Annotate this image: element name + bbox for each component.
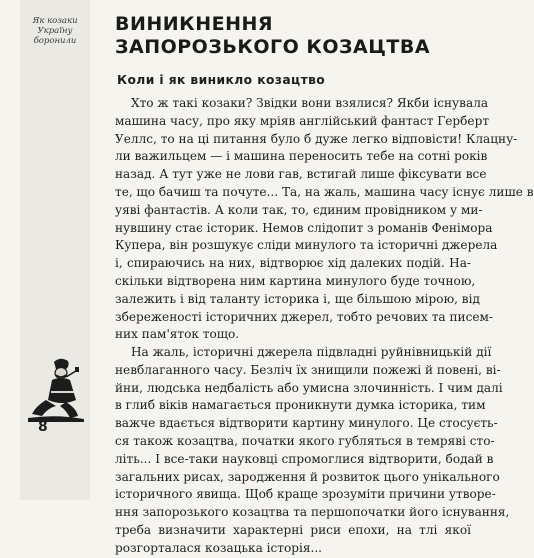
paragraph	[115, 95, 534, 344]
running-head-line: Україну	[37, 26, 73, 36]
text-line: невблаганного часу. Безліч їх знищили пожежі й повені, ві-	[115, 362, 501, 377]
running-head-line: Як козаки	[32, 16, 78, 26]
text-line: ння запорозького козацтва та першопочатки його існування,	[115, 505, 510, 520]
text-line: ли важильцем — і машина переносить тебе на сотні років	[115, 149, 488, 164]
chapter-title-line: ЗАПОРОЗЬКОГО КОЗАЦТВА	[115, 36, 431, 58]
text-line: збереженості історичних джерел, тобто речових та писем-	[115, 309, 493, 324]
text-line: і, спираючись на них, відтворює хід далеких подій. На-	[115, 256, 471, 271]
text-line: розгорталася козацька історія...	[115, 540, 323, 555]
text-line: уяві фантастів. А коли так, то, єдиним провідником у ми-	[115, 202, 483, 217]
paragraph	[115, 344, 510, 558]
text-line: те, що бачиш та почуте... Та, на жаль, машина часу існує лише в	[115, 184, 534, 199]
running-head	[22, 16, 88, 46]
cossack-figure-icon	[26, 356, 86, 424]
text-line: машина часу, про яку мріяв англійський фантаст Герберт	[115, 113, 490, 128]
sidebar-margin	[20, 0, 90, 500]
text-line: Уеллс, то на ці питання було б дуже легко відповісти! Клацну-	[115, 131, 518, 146]
text-line: Хто ж такі козаки? Звідки вони взялися? Якби існувала	[131, 96, 489, 110]
text-line: назад. А тут уже не лови гав, встигай лише фіксувати все	[115, 167, 487, 182]
text-line: загальних рисах, зародження й розвиток цього унікального	[115, 469, 500, 484]
text-line: них пам'яток тощо.	[115, 327, 240, 342]
text-line: нувшину стає історик. Немов слідопит з романів Фенімора	[115, 220, 493, 235]
text-line: в глиб віків намагається проникнути думка історика, тим	[115, 398, 486, 413]
running-head-line: боронили	[33, 36, 77, 46]
text-line: важче вдається відтворити картину минулого. Це стосуєть-	[115, 416, 498, 431]
text-line: йни, людська недбалість або умисна злочинність. І чим далі	[115, 380, 503, 395]
text-line: історичного явища. Щоб краще зрозуміти причини утворе-	[115, 487, 496, 502]
section-subtitle: Коли і як виникло козацтво	[117, 73, 326, 87]
text-line: треба визначити характерні риси епохи, на тлі якої	[115, 522, 471, 537]
text-line: скільки відтворена ним картина минулого буде точною,	[115, 273, 476, 288]
chapter-title-line: ВИНИКНЕННЯ	[115, 13, 274, 35]
text-line: Купера, він розшукує сліди минулого та історичні джерела	[115, 238, 498, 253]
page-number: 8	[38, 419, 48, 435]
text-line: залежить і від таланту історика і, ще більшою мірою, від	[115, 291, 480, 306]
text-line: літь... І все-таки науковці спромоглися відтворити, бодай в	[115, 451, 494, 466]
text-line: ся також козацтва, початки якого губляться в темряві сто-	[115, 433, 495, 448]
chapter-title	[115, 13, 430, 59]
text-line: На жаль, історичні джерела підвладні руйнівницькій дії	[131, 345, 492, 359]
